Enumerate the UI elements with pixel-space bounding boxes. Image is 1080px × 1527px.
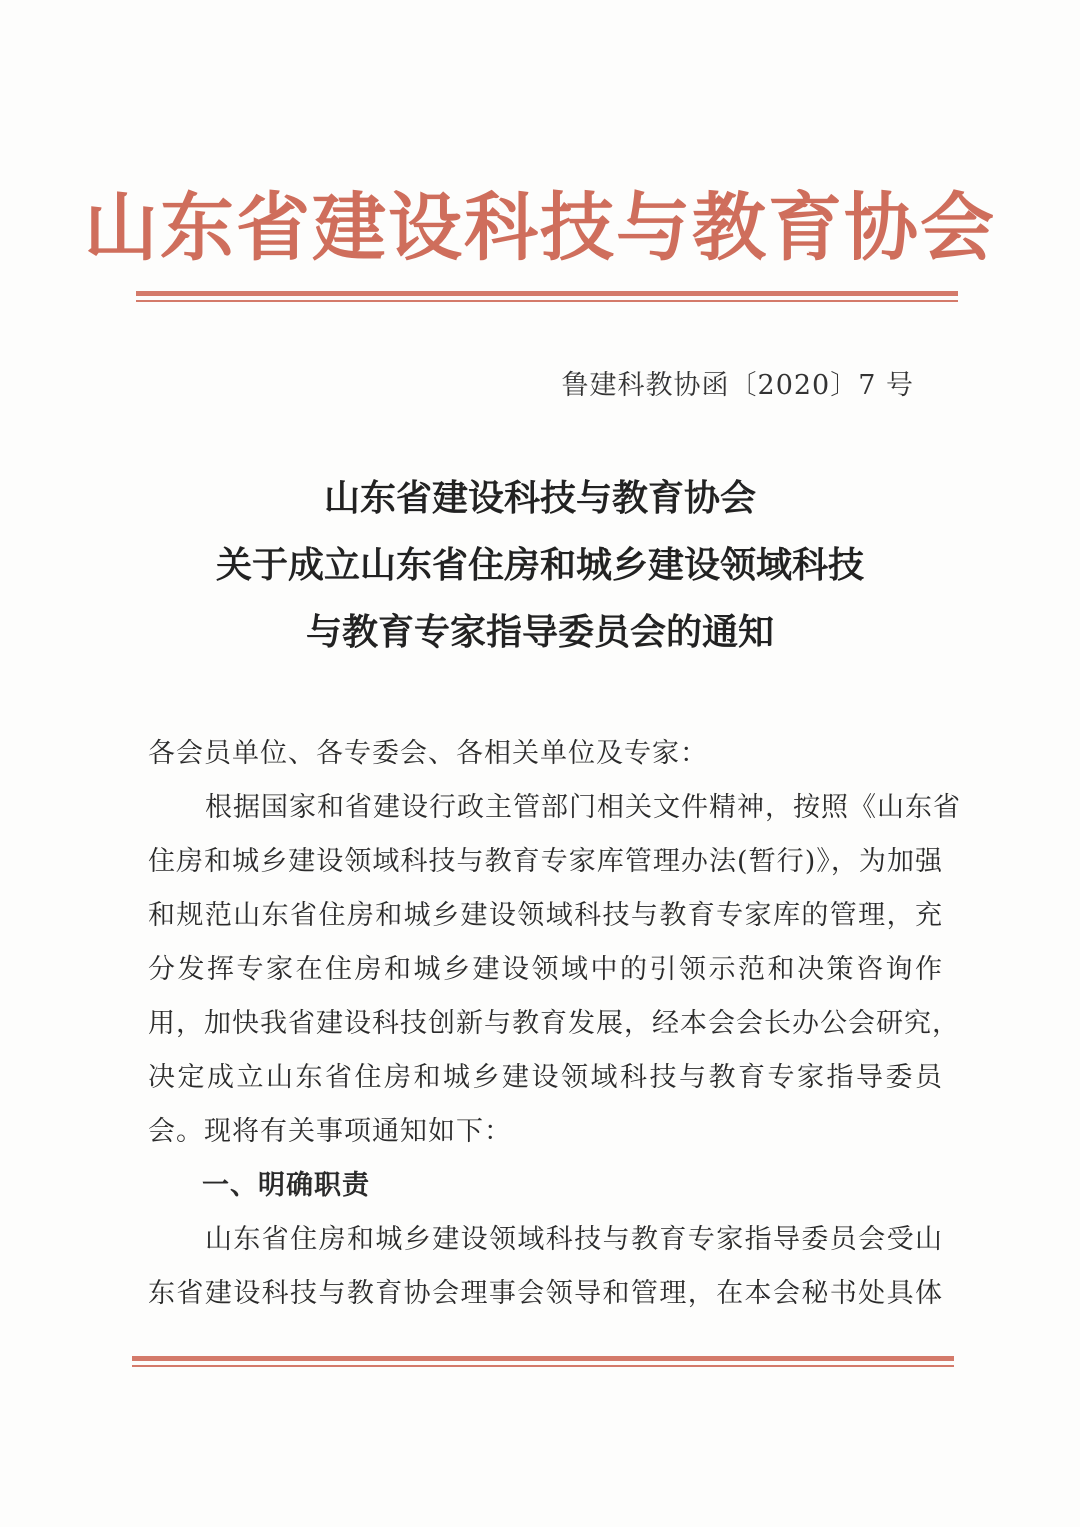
- title-line-2: 关于成立山东省住房和城乡建设领域科技: [215, 545, 864, 586]
- document-number: 鲁建科教协函〔2020〕7 号: [561, 370, 914, 401]
- paragraph-line: 决定成立山东省住房和城乡建设领域科技与教育专家指导委员: [148, 1062, 943, 1093]
- paragraph-line: 分发挥专家在住房和城乡建设领域中的引领示范和决策咨询作: [148, 954, 943, 985]
- divider-thin-line: [136, 300, 958, 302]
- divider-thin-line: [132, 1365, 954, 1367]
- paragraph-line: 山东省住房和城乡建设领域科技与教育专家指导委员会受山: [205, 1224, 943, 1255]
- paragraph-line: 用，加快我省建设科技创新与教育发展，经本会会长办公会研究，: [148, 1008, 960, 1039]
- section-heading: 一、明确职责: [202, 1170, 370, 1201]
- salutation: 各会员单位、各专委会、各相关单位及专家：: [148, 738, 708, 769]
- title-line-1: 山东省建设科技与教育协会: [323, 478, 756, 519]
- title-line-3: 与教育专家指导委员会的通知: [305, 612, 774, 653]
- document-body: [148, 727, 961, 1321]
- paragraph-line: 会。现将有关事项通知如下：: [148, 1116, 512, 1147]
- page-divider-bottom: [132, 1356, 954, 1370]
- paragraph-line: 住房和城乡建设领域科技与教育专家库管理办法(暂行)》，为加强: [148, 846, 943, 877]
- document-title: [0, 474, 1080, 675]
- letterhead-divider-top: [136, 291, 958, 305]
- paragraph-line: 和规范山东省住房和城乡建设领域科技与教育专家库的管理，充: [148, 900, 943, 931]
- paragraph-line: 东省建设科技与教育协会理事会领导和管理，在本会秘书处具体: [148, 1278, 943, 1309]
- divider-thick-line: [132, 1356, 954, 1361]
- org-letterhead: 山东省建设科技与教育协会: [84, 185, 996, 271]
- divider-thick-line: [136, 291, 958, 296]
- paragraph-line: 根据国家和省建设行政主管部门相关文件精神，按照《山东省: [205, 792, 961, 823]
